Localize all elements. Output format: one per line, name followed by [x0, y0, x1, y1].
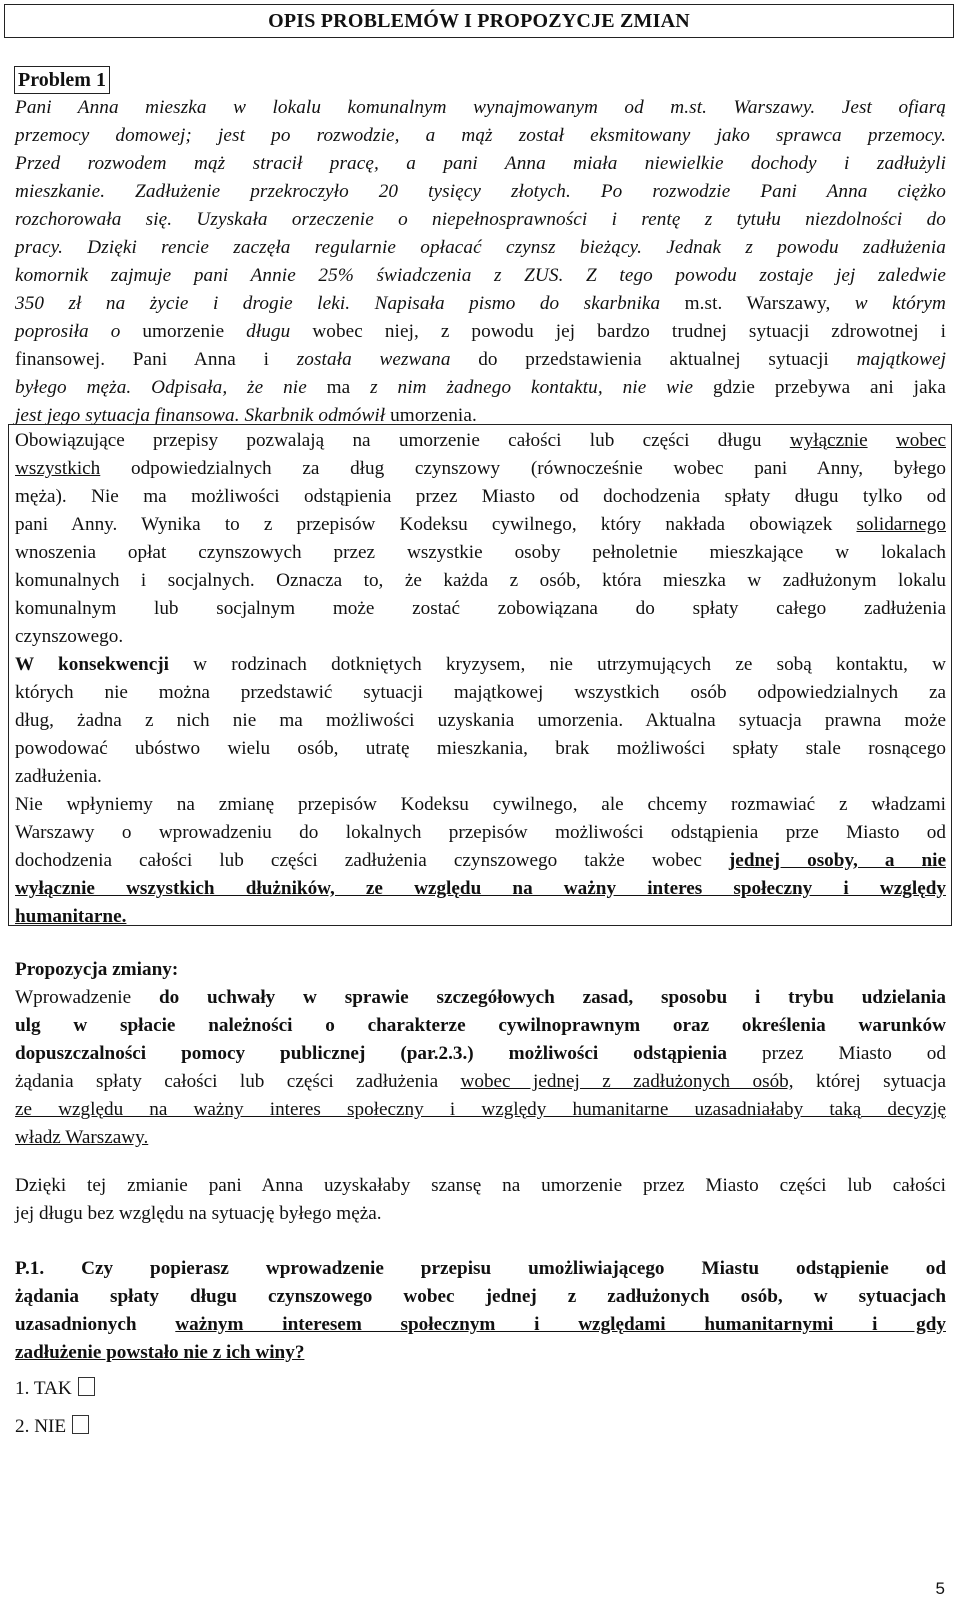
text-span: zadłużenie powstało nie z ich winy? [15, 1342, 305, 1363]
proposal-effect [15, 1172, 946, 1228]
text-span: wyłącznie [789, 430, 868, 451]
answer-label: 1. TAK [15, 1378, 72, 1399]
text-span: ma [326, 377, 351, 398]
problem-description [15, 94, 946, 430]
text-line [15, 595, 946, 623]
text-line [15, 318, 946, 346]
text-line [15, 791, 946, 819]
answer-option-yes[interactable] [15, 1375, 946, 1403]
text-span: uzasadnionych [15, 1314, 176, 1335]
text-line [15, 763, 946, 791]
checkbox[interactable] [72, 1415, 89, 1434]
text-span: w rodzinach dotkniętych kryzysem, nie utrzymujących ze sobą kontaktu, w [168, 654, 947, 675]
text-span: gdzie przebywa ani jaka [712, 377, 946, 398]
text-span: umorzenia. [390, 405, 477, 426]
text-span: pani Anny. Wynika to z przepisów Kodeksu cywilnego, który nakłada obowiązek [15, 514, 857, 535]
text-line [15, 567, 946, 595]
text-span: do uchwały w sprawie szczegółowych zasad, sposobu i trybu udzielania [158, 987, 946, 1008]
text-span: w którym [830, 293, 946, 314]
text-span: żądania spłaty całości lub części zadłużenia [15, 1071, 461, 1092]
text-span: Obowiązujące przepisy pozwalają na umorzenie całości lub części długu [15, 430, 790, 451]
text-span: której sytuacja [793, 1071, 946, 1092]
text-span: humanitarne. [15, 906, 127, 927]
text-line [15, 623, 946, 651]
text-line [15, 1040, 946, 1068]
text-line [15, 290, 946, 318]
text-span: rozchorowała się. Uzyskała orzeczenie o niepełnosprawności i rentę z tytułu niezdolności do [15, 209, 946, 230]
text-line [15, 511, 946, 539]
text-span: Warszawy o wprowadzeniu do lokalnych przepisów możliwości odstąpienia prze Miasto od [15, 822, 946, 843]
text-span: m.st. Warszawy, [684, 293, 831, 314]
text-line [15, 455, 946, 483]
text-line [15, 483, 946, 511]
problem-title: Problem 1 [14, 66, 110, 94]
text-span: wyłącznie wszystkich dłużników, ze względu na ważny interes społeczny i względy [15, 878, 946, 899]
answer-label: 2. NIE [15, 1416, 67, 1437]
text-span: powodować ubóstwo wielu osób, utratę mieszkania, brak możliwości spłaty stale rosnącego [15, 738, 946, 759]
text-line [15, 1200, 946, 1228]
text-span: wobec jednej z zadłużonych osób, [460, 1071, 794, 1092]
text-span: W konsekwencji [15, 654, 169, 675]
text-span: zadłużenia. [15, 766, 102, 787]
text-line [15, 1339, 946, 1367]
text-line [15, 262, 946, 290]
survey-question [15, 1255, 946, 1367]
checkbox[interactable] [78, 1377, 95, 1396]
text-span: dochodzenia całości lub części zadłużenia czynszowego także wobec [15, 850, 729, 871]
text-line [15, 707, 946, 735]
text-span: Pani Anna mieszka w lokalu komunalnym wynajmowanym od m.st. Warszawy. Jest ofiarą [15, 97, 946, 118]
text-span: długu [224, 321, 313, 342]
text-line [15, 1012, 946, 1040]
text-line [15, 819, 946, 847]
text-span: do przedstawienia aktualnej sytuacji [478, 349, 829, 370]
proposal-title [15, 956, 946, 984]
text-line [15, 539, 946, 567]
text-span: jej długu bez względu na sytuację byłego męża. [15, 1203, 382, 1224]
text-line [15, 875, 946, 903]
text-span: Nie wpłyniemy na zmianę przepisów Kodeksu cywilnego, ale chcemy rozmawiać z władzami [15, 794, 946, 815]
text-line [15, 346, 946, 374]
text-line [15, 984, 946, 1012]
text-span: jednej osoby, a nie [728, 850, 946, 871]
text-line [15, 1311, 946, 1339]
text-span: jest jego sytuacja finansowa. Skarbnik odmówił [15, 405, 391, 426]
text-span: solidarnego [856, 514, 946, 535]
text-line [15, 94, 946, 122]
text-line [15, 178, 946, 206]
legal-info-text [15, 427, 946, 931]
page-number: 5 [935, 1579, 945, 1598]
text-line [15, 206, 946, 234]
text-span: komunalnym lub socjalnym może zostać zobowiązana do spłaty całego zadłużenia [15, 598, 946, 619]
text-span: Dzięki tej zmianie pani Anna uzyskałaby szansę na umorzenie przez Miasto części lub całości [15, 1175, 946, 1196]
text-span: żądania spłaty długu czynszowego wobec jednej z zadłużonych osób, w sytuacjach [15, 1286, 946, 1307]
text-span: byłego męża. Odpisała, że nie [15, 377, 327, 398]
text-line [15, 122, 946, 150]
text-span: dług, żadna z nich nie ma możliwości uzyskania umorzenia. Aktualna sytuacja prawna może [15, 710, 946, 731]
text-span: Propozycja zmiany: [15, 959, 179, 980]
answer-option-no[interactable] [15, 1413, 946, 1441]
text-line [15, 1172, 946, 1200]
text-span: komornik zajmuje pani Annie 25% świadczenia z ZUS. Z tego powodu zostaje jej zaledwie [15, 265, 946, 286]
text-span: dopuszczalności pomocy publicznej (par.2.3.) możliwości odstąpienia [15, 1043, 728, 1064]
text-span: władz Warszawy. [15, 1127, 149, 1148]
text-line [15, 374, 946, 402]
text-span: wobec niej, z powodu jej bardzo trudnej sytuacji zdrowotnej i [312, 321, 946, 342]
text-span: ważnym interesem społecznym i względami humanitarnymi i gdy [175, 1314, 946, 1335]
text-span: wszystkich [15, 458, 101, 479]
text-line [15, 1283, 946, 1311]
text-span: pracy. Dzięki rencie zaczęła regularnie opłacać czynsz bieżący. Jednak z powodu zadłużenia [15, 237, 946, 258]
text-span: których nie można przedstawić sytuacji majątkowej wszystkich osób odpowiedzialnych za [15, 682, 946, 703]
text-span: komunalnych i socjalnych. Oznacza to, że każda z osób, która mieszka w zadłużonym lokalu [15, 570, 946, 591]
text-span [868, 430, 896, 451]
text-span: majątkowej [828, 349, 947, 370]
text-line [15, 679, 946, 707]
text-span: ulg w spłacie należności o charakterze cywilnoprawnym oraz określenia warunków [15, 1015, 946, 1036]
text-span: męża). Nie ma możliwości odstąpienia przez Miasto od dochodzenia spłaty długu tylko od [15, 486, 946, 507]
text-line [15, 735, 946, 763]
text-span: ze względu na ważny interes społeczny i względy humanitarne uzasadniałaby taką decyzję [15, 1099, 946, 1120]
text-span: przez Miasto od [727, 1043, 946, 1064]
text-span: poprosiła o [15, 321, 143, 342]
page-title: OPIS PROBLEMÓW I PROPOZYCJE ZMIAN [4, 4, 954, 38]
text-span: P.1. Czy popierasz wprowadzenie przepisu umożliwiającego Miastu odstąpienie od [15, 1258, 946, 1279]
text-span: wobec [895, 430, 946, 451]
text-span: została wezwana [269, 349, 479, 370]
proposal-section [15, 956, 946, 1152]
text-span: wnoszenia opłat czynszowych przez wszystkie osoby pełnoletnie mieszkające w lokalach [15, 542, 946, 563]
text-line [15, 1068, 946, 1096]
text-span: umorzenie [142, 321, 225, 342]
text-line [15, 1124, 946, 1152]
text-line [15, 150, 946, 178]
text-span: czynszowego. [15, 626, 124, 647]
text-span: Wprowadzenie [15, 987, 159, 1008]
text-line [15, 1255, 946, 1283]
text-span: 350 zł na życie i drogie leki. Napisała pismo do skarbnika [15, 293, 685, 314]
text-line [15, 234, 946, 262]
text-span: mieszkanie. Zadłużenie przekroczyło 20 tysięcy złotych. Po rozwodzie Pani Anna ciężko [15, 181, 946, 202]
text-span: Przed rozwodem mąż stracił pracę, a pani Anna miała niewielkie dochody i zadłużyli [15, 153, 946, 174]
text-line [15, 903, 946, 931]
text-line [15, 1096, 946, 1124]
text-span: odpowiedzialnych za dług czynszowy (równocześnie wobec pani Anny, byłego [100, 458, 946, 479]
text-span: finansowej. Pani Anna i [15, 349, 270, 370]
text-span: z nim żadnego kontaktu, nie wie [350, 377, 713, 398]
text-line [15, 427, 946, 455]
text-line [15, 847, 946, 875]
text-line [15, 651, 946, 679]
text-span: przemocy domowej; jest po rozwodzie, a mąż został eksmitowany jako sprawca przemocy. [15, 125, 946, 146]
